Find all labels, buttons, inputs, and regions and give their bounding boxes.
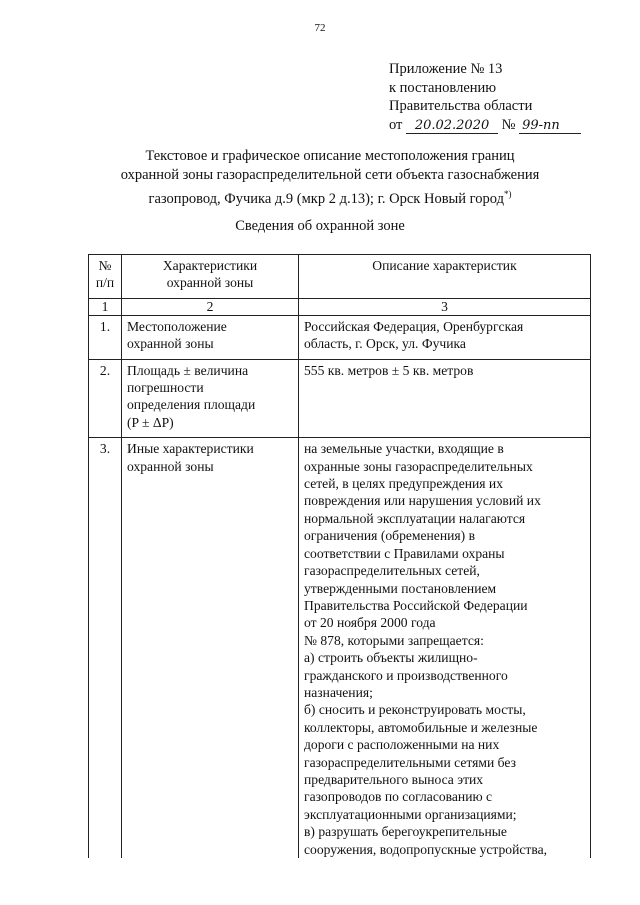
header-text: п/п bbox=[95, 275, 115, 291]
row-name bbox=[122, 438, 299, 858]
row-desc-line: дороги с расположенными на них bbox=[304, 737, 500, 753]
row-desc-line: назначения; bbox=[304, 684, 373, 700]
from-label: от bbox=[389, 116, 403, 133]
row-name-line: погрешности bbox=[127, 380, 204, 396]
row-name-line: охранной зоны bbox=[127, 336, 214, 352]
row-desc-line: газораспределительными сетями без bbox=[304, 754, 516, 770]
row-desc-line: соответствии с Правилами охраны bbox=[304, 545, 505, 561]
row-desc-line: гражданского и производственного bbox=[304, 667, 508, 683]
header-cell-description bbox=[299, 255, 591, 299]
row-desc-line: газораспределительных сетей, bbox=[304, 563, 480, 579]
appendix-line-4 bbox=[389, 116, 581, 135]
page-number: 72 bbox=[314, 22, 326, 34]
row-name-line: Местоположение bbox=[127, 318, 227, 334]
document-title bbox=[90, 147, 570, 209]
header-cell-number bbox=[89, 255, 122, 299]
row-description bbox=[299, 359, 591, 438]
table-row bbox=[89, 315, 591, 359]
row-number: 2. bbox=[89, 359, 122, 438]
row-desc-line: а) строить объекты жилищно- bbox=[304, 650, 478, 666]
appendix-line-1: Приложение № 13 bbox=[389, 61, 503, 77]
row-name-line: охранной зоны bbox=[127, 458, 214, 474]
row-desc-line: в) разрушать берегоукрепительные bbox=[304, 824, 507, 840]
row-name bbox=[122, 359, 299, 438]
header-cell-characteristics bbox=[122, 255, 299, 299]
appendix-line-2: к постановлению bbox=[389, 79, 497, 96]
row-desc-line: повреждения или нарушения условий их bbox=[304, 493, 541, 509]
row-desc-line: утвержденными постановлением bbox=[304, 580, 497, 596]
row-name-line: Площадь ± величина bbox=[127, 362, 249, 378]
footnote-mark: *) bbox=[503, 189, 512, 199]
row-name-line: Иные характеристики bbox=[127, 441, 254, 457]
handwritten-number: 99-пп bbox=[519, 119, 581, 134]
row-description bbox=[299, 438, 591, 858]
row-desc-line: сетей, в целях предупреждения их bbox=[304, 476, 503, 492]
title-line-3 bbox=[90, 185, 570, 209]
row-desc-line: б) сносить и реконструировать мосты, bbox=[304, 702, 526, 718]
zone-info-table bbox=[88, 254, 591, 858]
row-desc-line: коллекторы, автомобильные и железные bbox=[304, 719, 538, 735]
row-number: 1. bbox=[89, 315, 122, 359]
row-name bbox=[122, 315, 299, 359]
row-desc-line: нормальной эксплуатации налагаются bbox=[304, 510, 526, 526]
header-text: охранной зоны bbox=[166, 275, 254, 291]
title-line-2: охранной зоны газораспределительной сети объекта газоснабжения bbox=[120, 167, 540, 183]
row-desc-line: на земельные участки, входящие в bbox=[304, 441, 504, 457]
column-number-cell: 3 bbox=[299, 298, 591, 315]
column-number-cell: 1 bbox=[89, 298, 122, 315]
header-text: № bbox=[98, 258, 112, 273]
row-name-line: определения площади bbox=[127, 397, 256, 413]
column-numbers-row bbox=[89, 298, 591, 315]
row-description bbox=[299, 315, 591, 359]
number-label: № bbox=[501, 116, 516, 133]
table-header-row bbox=[89, 255, 591, 299]
column-number-cell: 2 bbox=[122, 298, 299, 315]
row-desc-line: область, г. Орск, ул. Фучика bbox=[304, 336, 466, 352]
appendix-line-3: Правительства области bbox=[389, 98, 533, 114]
header-text: Описание характеристик bbox=[372, 258, 517, 273]
row-desc-line: 555 кв. метров ± 5 кв. метров bbox=[304, 362, 474, 378]
row-desc-line: сооружения, водопропускные устройства, bbox=[304, 841, 548, 857]
row-desc-line: Правительства Российской Федерации bbox=[304, 597, 528, 613]
row-desc-line: Российская Федерация, Оренбургская bbox=[304, 318, 524, 334]
handwritten-date: 20.02.2020 bbox=[406, 119, 498, 134]
header-text: Характеристики bbox=[162, 258, 258, 273]
table-row bbox=[89, 359, 591, 438]
row-desc-line: эксплуатационными организациями; bbox=[304, 806, 517, 822]
row-name-line: (P ± ΔP) bbox=[127, 414, 174, 430]
row-desc-line: от 20 ноября 2000 года bbox=[304, 615, 436, 631]
appendix-block bbox=[389, 60, 581, 134]
section-subtitle: Сведения об охранной зоне bbox=[235, 218, 405, 234]
table-row bbox=[89, 438, 591, 858]
row-desc-line: газопроводов по согласованию с bbox=[304, 789, 493, 805]
row-desc-line: предварительного выноса этих bbox=[304, 771, 484, 787]
title-line-1: Текстовое и графическое описание местоположения границ bbox=[145, 148, 515, 164]
row-desc-line: № 878, которыми запрещается: bbox=[304, 632, 484, 648]
title-line-3-text: газопровод, Фучика д.9 (мкр 2 д.13); г. Орск Новый город bbox=[148, 190, 504, 207]
row-desc-line: охранные зоны газораспределительных bbox=[304, 458, 533, 474]
row-desc-line: ограничения (обременения) в bbox=[304, 528, 475, 544]
row-number: 3. bbox=[89, 438, 122, 858]
